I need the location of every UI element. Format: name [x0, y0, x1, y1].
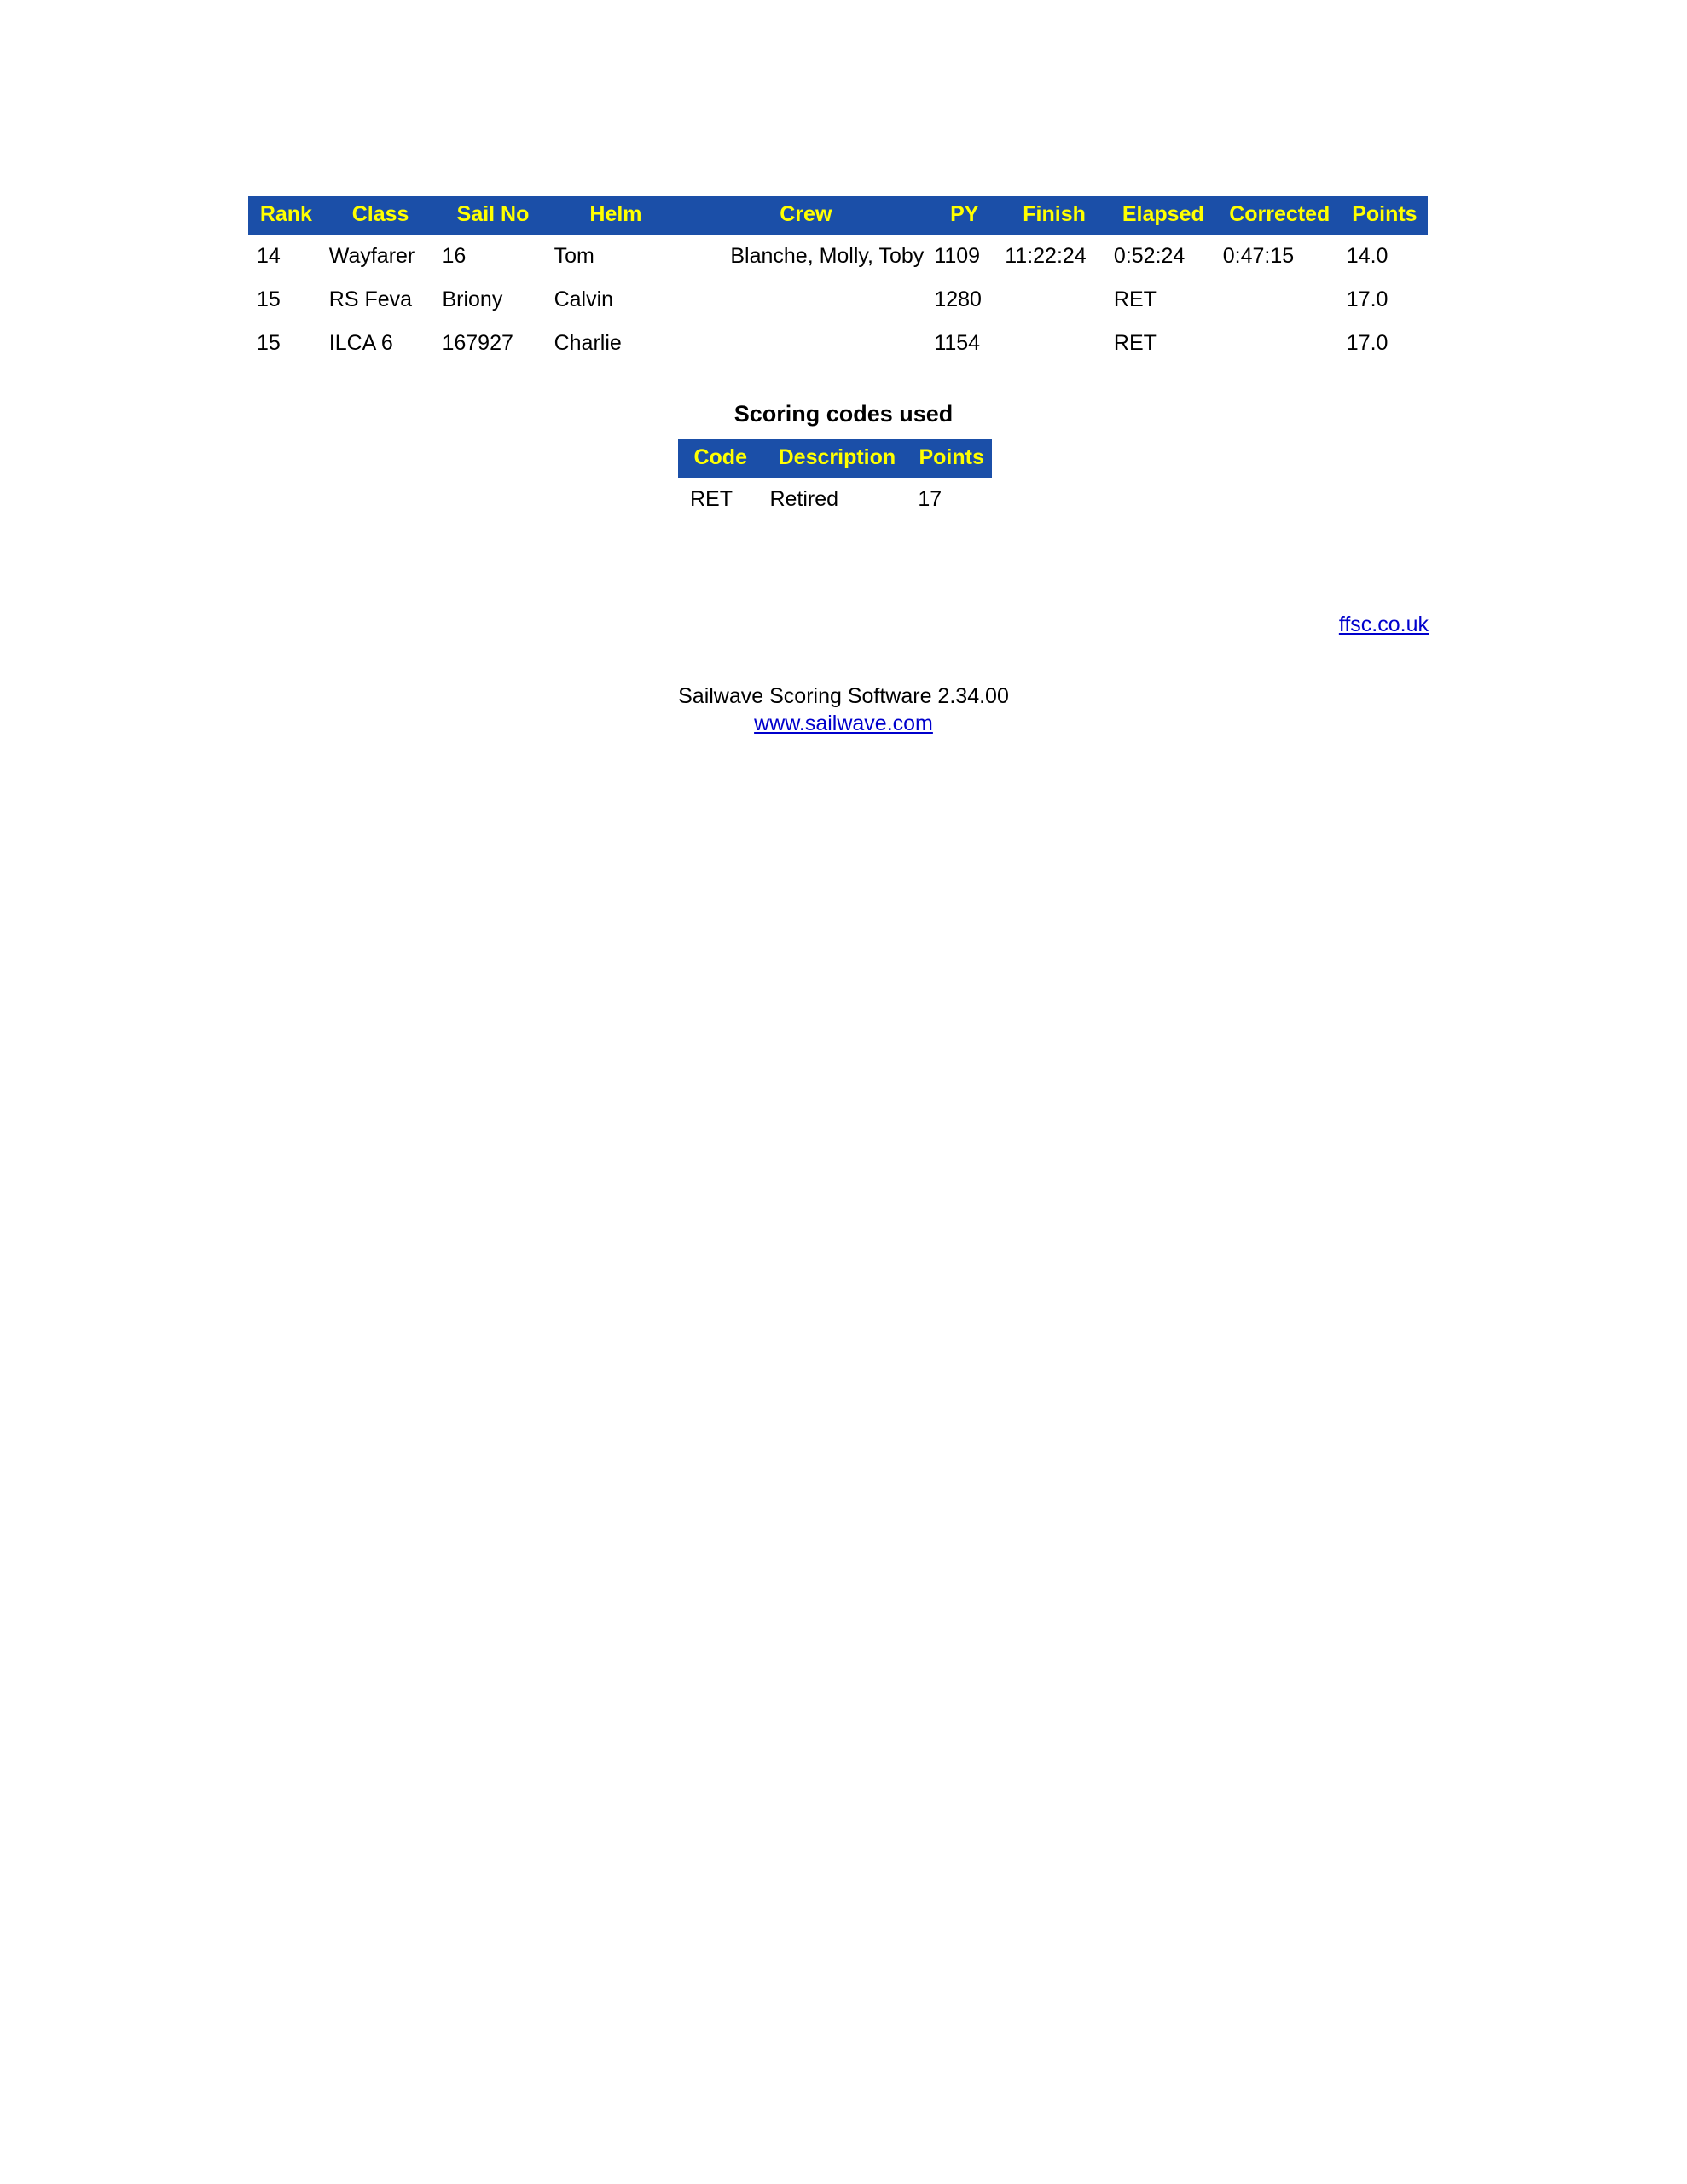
- cell-py: 1280: [929, 278, 1000, 322]
- column-header-crew: Crew: [682, 196, 929, 235]
- cell-helm: Calvin: [549, 278, 683, 322]
- cell-finish: [1000, 278, 1109, 322]
- cell-finish: 11:22:24: [1000, 235, 1109, 278]
- column-header-rank: Rank: [248, 196, 324, 235]
- results-table-header: [248, 196, 1428, 235]
- cell-finish: [1000, 322, 1109, 365]
- footer-software-name: Sailwave Scoring Software 2.34.00: [678, 684, 1009, 708]
- column-header-class: Class: [324, 196, 438, 235]
- cell-py: 1154: [929, 322, 1000, 365]
- footer-website-container: [0, 710, 1687, 737]
- cell-crew: Blanche, Molly, Toby: [682, 235, 929, 278]
- cell-elapsed: RET: [1109, 278, 1218, 322]
- cell-description: Retired: [762, 478, 911, 521]
- column-header-elapsed: Elapsed: [1109, 196, 1218, 235]
- scoring-codes-header: [678, 439, 992, 478]
- footer: [0, 682, 1687, 737]
- column-header-corrected: Corrected: [1218, 196, 1342, 235]
- club-link-container: [0, 613, 1429, 637]
- column-header-py: PY: [929, 196, 1000, 235]
- table-row: [678, 478, 992, 521]
- cell-corrected: 0:47:15: [1218, 235, 1342, 278]
- scoring-codes-body: [678, 478, 992, 521]
- scoring-codes-title: Scoring codes used: [733, 401, 954, 427]
- cell-rank: 14: [248, 235, 324, 278]
- cell-sail-no: Briony: [437, 278, 548, 322]
- table-row: [248, 322, 1428, 365]
- results-table: [248, 196, 1428, 365]
- cell-points: 14.0: [1342, 235, 1428, 278]
- cell-elapsed: 0:52:24: [1109, 235, 1218, 278]
- club-website-link[interactable]: ffsc.co.uk: [1338, 613, 1429, 636]
- cell-crew: [682, 322, 929, 365]
- cell-crew: [682, 278, 929, 322]
- column-header-code-points: Points: [911, 439, 992, 478]
- scoring-codes-container: [678, 439, 992, 521]
- cell-class: Wayfarer: [324, 235, 438, 278]
- cell-helm: Tom: [549, 235, 683, 278]
- cell-helm: Charlie: [549, 322, 683, 365]
- cell-corrected: [1218, 278, 1342, 322]
- cell-points: 17.0: [1342, 322, 1428, 365]
- cell-corrected: [1218, 322, 1342, 365]
- table-row: [248, 278, 1428, 322]
- results-table-body: [248, 235, 1428, 365]
- scoring-codes-header-row: [678, 439, 992, 478]
- cell-elapsed: RET: [1109, 322, 1218, 365]
- scoring-codes-table: [678, 439, 992, 521]
- column-header-helm: Helm: [549, 196, 683, 235]
- cell-points: 17.0: [1342, 278, 1428, 322]
- sailwave-website-link[interactable]: www.sailwave.com: [754, 712, 933, 735]
- cell-rank: 15: [248, 322, 324, 365]
- cell-sail-no: 16: [437, 235, 548, 278]
- cell-sail-no: 167927: [437, 322, 548, 365]
- results-header-row: [248, 196, 1428, 235]
- column-header-code: Code: [678, 439, 762, 478]
- column-header-points: Points: [1342, 196, 1428, 235]
- cell-code: RET: [678, 478, 762, 521]
- table-row: [248, 235, 1428, 278]
- column-header-sail-no: Sail No: [437, 196, 548, 235]
- results-table-container: [248, 196, 1428, 365]
- column-header-description: Description: [762, 439, 911, 478]
- cell-py: 1109: [929, 235, 1000, 278]
- column-header-finish: Finish: [1000, 196, 1109, 235]
- cell-rank: 15: [248, 278, 324, 322]
- cell-class: ILCA 6: [324, 322, 438, 365]
- cell-class: RS Feva: [324, 278, 438, 322]
- cell-code-points: 17: [911, 478, 992, 521]
